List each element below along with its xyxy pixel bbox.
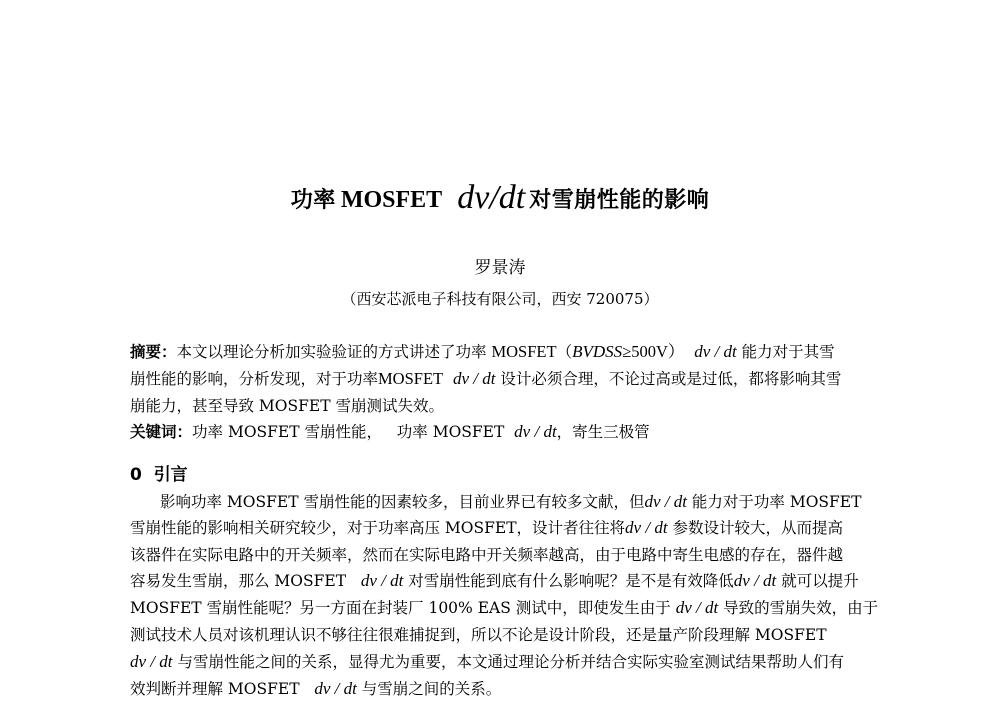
abstract-line-1 bbox=[130, 342, 835, 362]
affiliation: （西安芯派电子科技有限公司，西安 720075） bbox=[341, 290, 659, 308]
intro-text: 能力对于功率 MOSFET bbox=[691, 493, 862, 511]
abstract-mosfet: MOSFET bbox=[491, 342, 557, 361]
section-number: 0 bbox=[130, 465, 142, 485]
intro-dvdt: dv / dt bbox=[360, 571, 404, 590]
intro-text: 就可以提升 bbox=[781, 572, 859, 590]
intro-text: 影响功率 MOSFET 雪崩性能的因素较多，目前业界已有较多文献，但 bbox=[160, 493, 645, 511]
keyword: 功率 MOSFET bbox=[396, 423, 505, 441]
abstract-dvdt: dv / dt bbox=[694, 342, 737, 361]
intro-line-7 bbox=[130, 652, 844, 672]
abstract-text: 崩性能的影响，分析发现，对于功率 bbox=[130, 370, 379, 388]
intro-text: 效判断并理解 MOSFET bbox=[130, 680, 300, 698]
intro-line-8 bbox=[130, 679, 501, 699]
abstract-text: 本文以理论分析加实验验证的方式讲述了功率 bbox=[176, 343, 487, 361]
abstract-label: 摘要： bbox=[130, 342, 177, 361]
title-dvdt: dv/dt bbox=[457, 179, 526, 216]
intro-dvdt: dv / dt bbox=[314, 679, 357, 698]
keywords-label: 关键词： bbox=[130, 422, 193, 441]
intro-dvdt: dv / dt bbox=[733, 571, 777, 590]
intro-line-5 bbox=[130, 598, 878, 618]
section-title: 引言 bbox=[153, 465, 188, 485]
intro-text: 雪崩性能的影响相关研究较少，对于功率高压 MOSFET，设计者往往将 bbox=[130, 519, 626, 537]
abstract-mosfet: MOSFET bbox=[378, 369, 444, 388]
intro-dvdt: dv / dt bbox=[675, 598, 719, 617]
intro-line-3: 该器件在实际电路中的开关频率，然而在实际电路中开关频率越高，由于电路中寄生电感的存在，器件越 bbox=[130, 546, 844, 564]
title-suffix: 对雪崩性能的影响 bbox=[529, 188, 710, 213]
title-mosfet: MOSFET bbox=[340, 187, 443, 213]
intro-text: 参数设计较大，从而提高 bbox=[672, 519, 843, 537]
keyword-dvdt: dv / dt bbox=[514, 422, 557, 441]
abstract-dvdt: dv / dt bbox=[452, 369, 496, 388]
intro-line-6: 测试技术人员对该机理认识不够往往很难捕捉到，所以不论是设计阶段，还是量产阶段理解 MOSFET bbox=[130, 626, 827, 644]
abstract-line-2 bbox=[130, 369, 841, 389]
intro-line-2 bbox=[130, 518, 843, 538]
abstract-line-3: 崩能力，甚至导致 MOSFET 雪崩测试失效。 bbox=[130, 397, 444, 415]
abstract-text: 设计必须合理，不论过高或是过低，都将影响其雪 bbox=[500, 370, 842, 388]
author: 罗景涛 bbox=[474, 258, 526, 278]
intro-text: 导致的雪崩失效，由于 bbox=[723, 599, 879, 617]
abstract-paren: （ bbox=[556, 343, 573, 361]
section-heading bbox=[130, 460, 188, 485]
intro-line-1 bbox=[160, 492, 861, 512]
intro-text: 对雪崩性能到底有什么影响呢？是不是有效降低 bbox=[408, 572, 734, 590]
intro-text: MOSFET 雪崩性能呢？另一方面在封装厂 100% EAS 测试中，即使发生由于 bbox=[130, 599, 671, 617]
intro-dvdt: dv / dt bbox=[644, 492, 687, 511]
intro-dvdt: dv / dt bbox=[625, 518, 668, 537]
keyword: 功率 MOSFET 雪崩性能， bbox=[192, 423, 382, 441]
intro-dvdt: dv / dt bbox=[130, 652, 173, 671]
title-prefix: 功率 bbox=[290, 188, 336, 213]
abstract-bvdss: BVDSS bbox=[572, 342, 623, 361]
intro-text: 与雪崩性能之间的关系，显得尤为重要，本文通过理论分析并结合实际实验室测试结果帮助人们有 bbox=[177, 653, 844, 671]
abstract-text: 能力对于其雪 bbox=[741, 343, 835, 361]
intro-line-4 bbox=[130, 571, 859, 591]
keywords-line bbox=[130, 422, 650, 442]
abstract-voltage: ≥500V） bbox=[622, 342, 685, 361]
paper-title bbox=[0, 178, 1000, 216]
keyword: ，寄生三极管 bbox=[556, 423, 650, 441]
intro-text: 与雪崩之间的关系。 bbox=[361, 680, 502, 698]
intro-text: 容易发生雪崩，那么 MOSFET bbox=[130, 572, 347, 590]
